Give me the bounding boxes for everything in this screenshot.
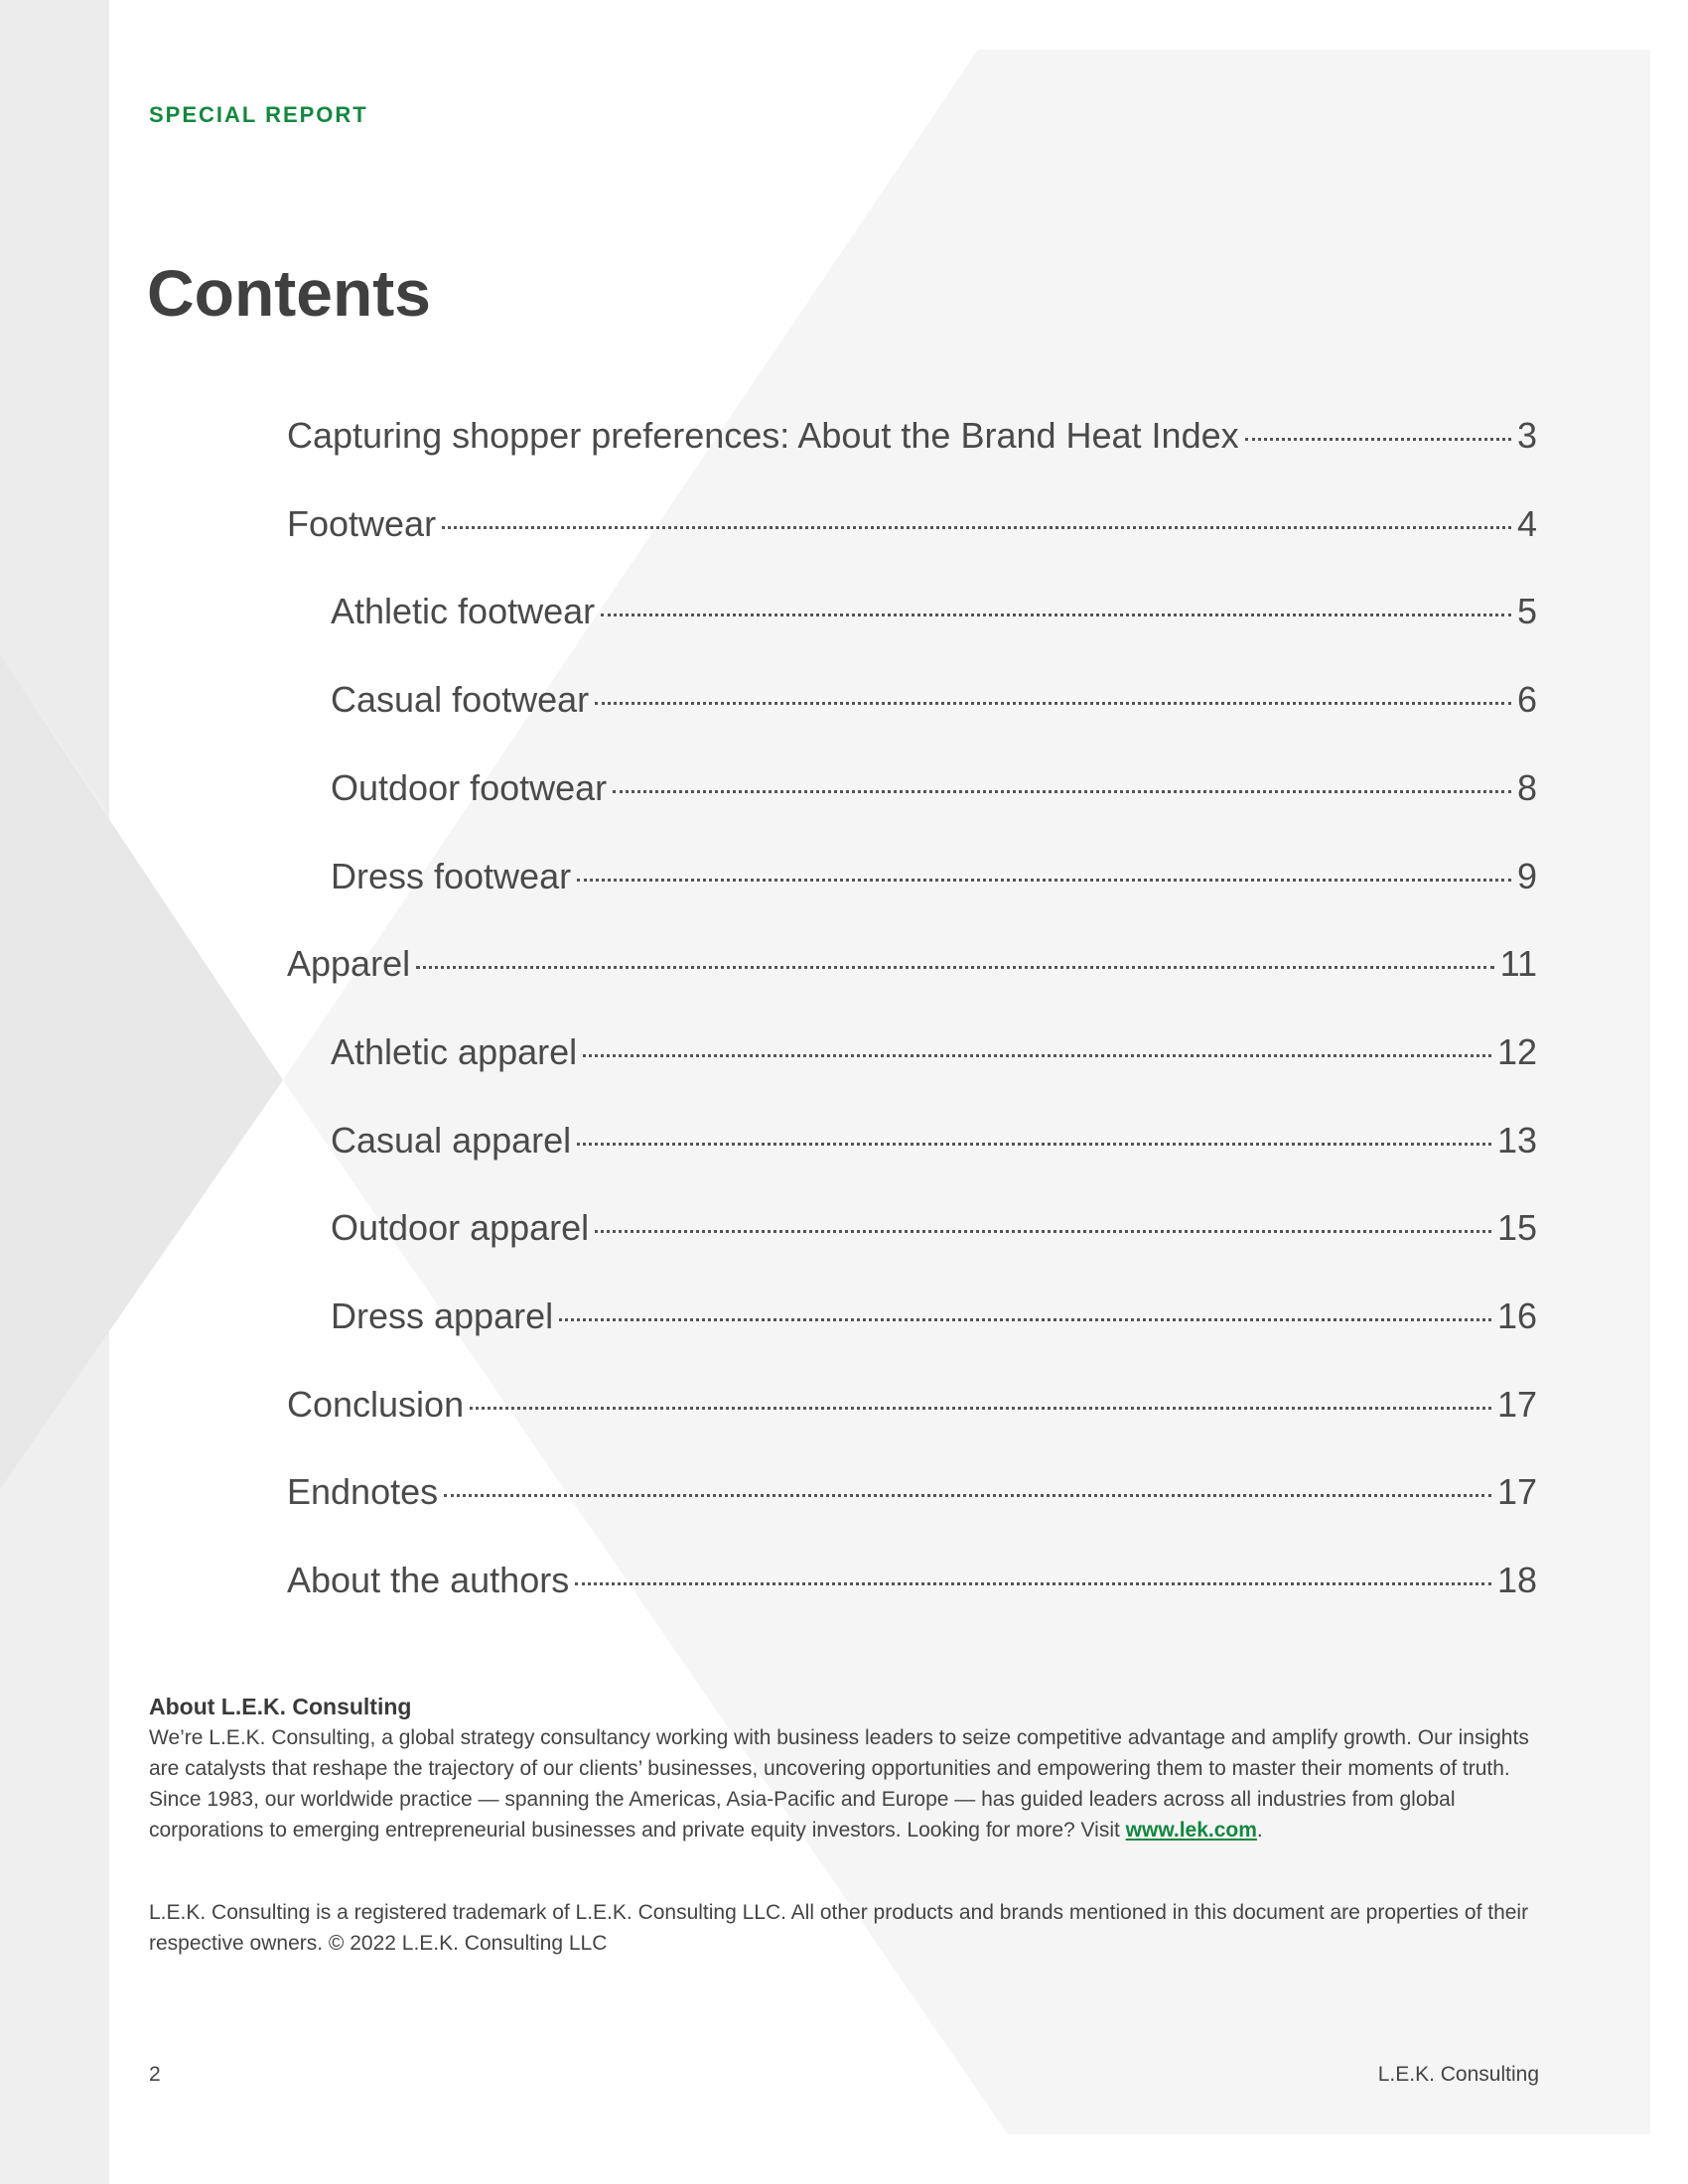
- toc-entry[interactable]: [287, 1560, 1537, 1601]
- toc-entry[interactable]: [331, 1207, 1537, 1249]
- toc-entry-page-number: 12: [1496, 1030, 1537, 1072]
- toc-entry-page-number: 6: [1516, 679, 1537, 721]
- about-body-text: We’re L.E.K. Consulting, a global strategy consultancy working with business leaders to seize competitive advantage and amplify growth. Our insights are catalysts that reshape the trajectory of our clients’ businesses, uncovering opportunities and empowering them to master their moments of truth. Since 1983, our worldwide practice — spanning the Americas, Asia-Pacific and Europe — has guided leaders across all industries from global corporations to emerging entrepreneurial businesses and private equity investors. Looking for more? Visit: [149, 1726, 1529, 1842]
- toc-entry[interactable]: [331, 1120, 1537, 1161]
- toc-dot-leader: [601, 614, 1511, 616]
- lek-website-link[interactable]: www.lek.com: [1125, 1819, 1257, 1842]
- toc-dot-leader: [444, 1494, 1491, 1497]
- toc-entry-label: Outdoor apparel: [331, 1207, 590, 1249]
- toc-dot-leader: [442, 526, 1511, 529]
- toc-entry[interactable]: [331, 1031, 1537, 1073]
- toc-entry[interactable]: [287, 1471, 1537, 1513]
- toc-entry-page-number: 13: [1496, 1119, 1537, 1160]
- toc-entry-page-number: 17: [1496, 1383, 1537, 1425]
- toc-entry[interactable]: [287, 503, 1537, 545]
- page-title: Contents: [147, 256, 431, 330]
- toc-entry-page-number: 15: [1496, 1207, 1537, 1249]
- trademark-notice: L.E.K. Consulting is a registered trademark of L.E.K. Consulting LLC. All other products and brands mentioned in this document are properties of their respective owners. © 2022 L.E.K. Consulting LLC: [149, 1901, 1529, 1955]
- toc-entry-page-number: 16: [1496, 1296, 1537, 1336]
- toc-entry-label: Apparel: [287, 943, 411, 985]
- about-heading: About L.E.K. Consulting: [149, 1694, 412, 1719]
- toc-dot-leader: [595, 702, 1511, 705]
- toc-entry[interactable]: [287, 415, 1537, 457]
- footer-brand: L.E.K. Consulting: [1377, 2063, 1539, 2086]
- toc-entry[interactable]: [331, 856, 1537, 897]
- toc-entry-page-number: 17: [1496, 1471, 1537, 1513]
- toc-dot-leader: [416, 966, 1494, 969]
- about-body: [149, 1722, 1544, 1845]
- toc-entry-page-number: 18: [1496, 1560, 1537, 1601]
- toc-dot-leader: [1245, 438, 1511, 441]
- toc-entry[interactable]: [287, 943, 1537, 985]
- about-section: [149, 1692, 1544, 1845]
- toc-dot-leader: [595, 1230, 1491, 1233]
- toc-dot-leader: [613, 790, 1511, 793]
- toc-entry-page-number: 11: [1499, 943, 1537, 985]
- toc-entry[interactable]: [331, 679, 1537, 721]
- toc-entry-label: Athletic footwear: [331, 591, 596, 632]
- toc-entry[interactable]: [331, 767, 1537, 809]
- toc-entry-label: Conclusion: [287, 1383, 465, 1425]
- toc-dot-leader: [577, 1143, 1491, 1146]
- toc-entry-label: Dress footwear: [331, 855, 572, 896]
- toc-entry[interactable]: [287, 1384, 1537, 1426]
- footer-page-number: 2: [149, 2063, 161, 2086]
- toc-entry-label: Outdoor footwear: [331, 766, 608, 808]
- toc-dot-leader: [583, 1054, 1491, 1057]
- toc-entry-label: Casual footwear: [331, 679, 590, 721]
- toc-entry-label: Endnotes: [287, 1471, 439, 1513]
- toc-entry[interactable]: [331, 591, 1537, 632]
- toc-entry-label: Footwear: [287, 502, 437, 544]
- toc-dot-leader: [559, 1318, 1491, 1321]
- special-report-label: SPECIAL REPORT: [149, 102, 368, 127]
- toc-entry[interactable]: [331, 1296, 1537, 1337]
- about-body-end: .: [1256, 1819, 1263, 1842]
- toc-entry-page-number: 9: [1516, 855, 1537, 896]
- toc-entry-label: Athletic apparel: [331, 1030, 578, 1072]
- toc-dot-leader: [577, 879, 1511, 882]
- toc-entry-page-number: 5: [1516, 591, 1537, 632]
- toc-entry-page-number: 4: [1516, 502, 1537, 544]
- toc-entry-label: Dress apparel: [331, 1296, 554, 1336]
- toc-entry-label: Capturing shopper preferences: About the Brand Heat Index: [287, 415, 1239, 456]
- toc-entry-page-number: 8: [1516, 766, 1537, 808]
- toc-entry-label: Casual apparel: [331, 1119, 572, 1160]
- toc-entry-label: About the authors: [287, 1560, 570, 1601]
- toc-dot-leader: [575, 1582, 1491, 1585]
- toc-dot-leader: [470, 1407, 1491, 1410]
- toc-entry-page-number: 3: [1516, 415, 1537, 456]
